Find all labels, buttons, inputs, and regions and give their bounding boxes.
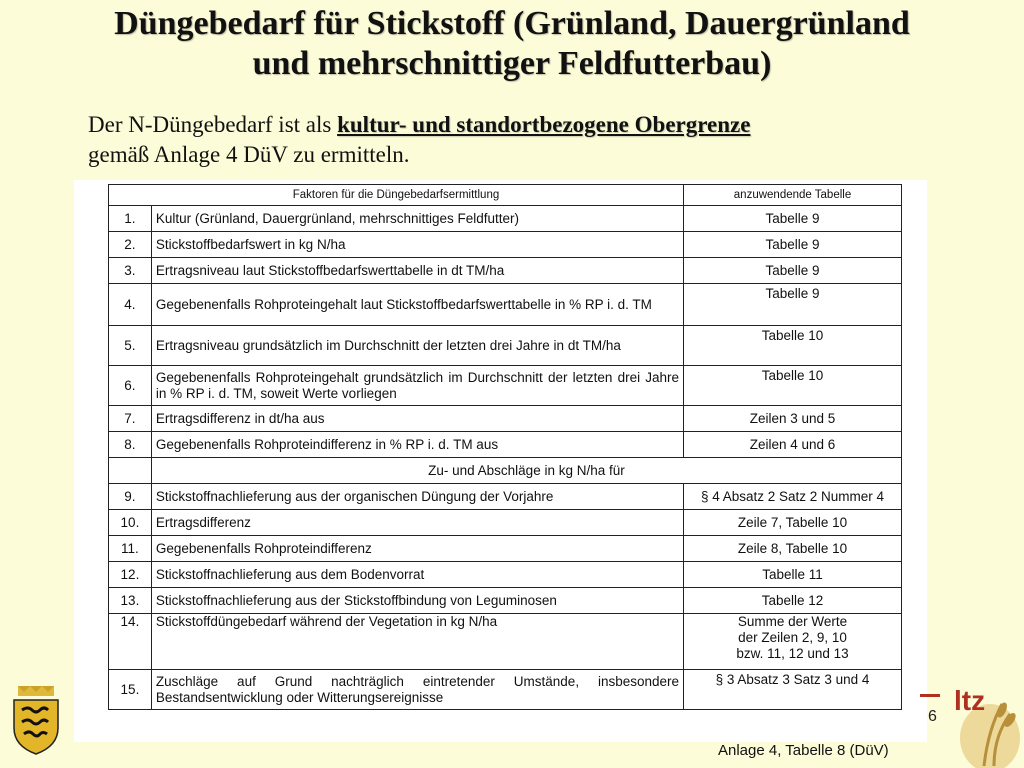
row-table-ref: Tabelle 12	[684, 588, 902, 614]
row-factor: Ertragsdifferenz	[151, 510, 683, 536]
table-row	[109, 406, 902, 432]
ltz-logo	[944, 680, 1024, 768]
row-table-ref: Tabelle 9	[684, 206, 902, 232]
row-table-ref: Zeile 7, Tabelle 10	[684, 510, 902, 536]
row-number: 7.	[109, 406, 152, 432]
row-factor: Ertragsdifferenz in dt/ha aus	[151, 406, 683, 432]
table-header-row	[109, 185, 902, 206]
row-factor: Stickstoffnachlieferung aus dem Bodenvorrat	[151, 562, 683, 588]
table-panel	[74, 180, 927, 742]
row-number: 5.	[109, 326, 152, 366]
row-table-ref: Tabelle 9	[684, 258, 902, 284]
row-number: 8.	[109, 432, 152, 458]
subheader-empty-cell	[109, 458, 152, 484]
source-note: Anlage 4, Tabelle 8 (DüV)	[718, 742, 889, 759]
row-number: 15.	[109, 670, 152, 710]
row-factor: Gegebenenfalls Rohproteindifferenz	[151, 536, 683, 562]
header-factors: Faktoren für die Düngebedarfsermittlung	[109, 185, 684, 206]
row-factor: Ertragsniveau grundsätzlich im Durchschnitt der letzten drei Jahre in dt TM/ha	[151, 326, 683, 366]
row-table-ref: Tabelle 9	[684, 232, 902, 258]
state-coat-of-arms-logo	[8, 684, 64, 756]
row-table-ref: § 3 Absatz 3 Satz 3 und 4	[684, 670, 902, 710]
row-table-ref	[684, 614, 902, 670]
row-factor: Kultur (Grünland, Dauergrünland, mehrschnittiges Feldfutter)	[151, 206, 683, 232]
row-factor: Gegebenenfalls Rohproteingehalt grundsätzlich im Durchschnitt der letzten drei Jahre in % RP i. d. TM, soweit Werte vorliegen	[151, 366, 683, 406]
row-number: 12.	[109, 562, 152, 588]
row-table-ref-line: bzw. 11, 12 und 13	[736, 646, 849, 661]
intro-text	[88, 110, 948, 170]
slide-title	[0, 4, 1024, 84]
table-row	[109, 588, 902, 614]
row-table-ref: Zeilen 4 und 6	[684, 432, 902, 458]
row-number: 2.	[109, 232, 152, 258]
row-table-ref: Tabelle 9	[684, 284, 902, 326]
row-factor: Gegebenenfalls Rohproteingehalt laut Stickstoffbedarfswerttabelle in % RP i. d. TM	[151, 284, 683, 326]
row-factor: Stickstoffnachlieferung aus der Stickstoffbindung von Leguminosen	[151, 588, 683, 614]
table-row	[109, 326, 902, 366]
table-row	[109, 484, 902, 510]
row-number: 4.	[109, 284, 152, 326]
table-row	[109, 614, 902, 670]
table-row	[109, 670, 902, 710]
table-row	[109, 366, 902, 406]
table-row	[109, 232, 902, 258]
table-row	[109, 284, 902, 326]
row-number: 14.	[109, 614, 152, 670]
row-number: 10.	[109, 510, 152, 536]
row-number: 6.	[109, 366, 152, 406]
row-number: 3.	[109, 258, 152, 284]
slide-title-line-2: und mehrschnittiger Feldfutterbau)	[252, 45, 772, 82]
row-factor: Stickstoffbedarfswert in kg N/ha	[151, 232, 683, 258]
row-number: 1.	[109, 206, 152, 232]
table-row	[109, 536, 902, 562]
row-table-ref: § 4 Absatz 2 Satz 2 Nummer 4	[684, 484, 902, 510]
row-table-ref-line: Summe der Werte	[737, 614, 848, 629]
row-factor: Stickstoffnachlieferung aus der organischen Düngung der Vorjahre	[151, 484, 683, 510]
row-table-ref: Tabelle 10	[684, 366, 902, 406]
header-table: anzuwendende Tabelle	[684, 185, 902, 206]
row-table-ref: Zeile 8, Tabelle 10	[684, 536, 902, 562]
ltz-logo-text: ltz	[954, 685, 986, 716]
row-factor: Ertragsniveau laut Stickstoffbedarfswerttabelle in dt TM/ha	[151, 258, 683, 284]
row-number: 13.	[109, 588, 152, 614]
factors-table	[108, 184, 902, 710]
row-table-ref-line: der Zeilen 2, 9, 10	[738, 630, 847, 645]
intro-line-2: gemäß Anlage 4 DüV zu ermitteln.	[88, 142, 410, 167]
intro-emphasis: kultur- und standortbezogene Obergrenze	[337, 112, 751, 137]
row-table-ref: Tabelle 11	[684, 562, 902, 588]
row-table-ref: Tabelle 10	[684, 326, 902, 366]
table-row	[109, 206, 902, 232]
row-factor: Stickstoffdüngebedarf während der Vegetation in kg N/ha	[151, 614, 683, 670]
table-subheader: Zu- und Abschläge in kg N/ha für	[151, 458, 901, 484]
table-row	[109, 510, 902, 536]
row-table-ref: Zeilen 3 und 5	[684, 406, 902, 432]
row-number: 11.	[109, 536, 152, 562]
table-row	[109, 562, 902, 588]
row-number: 9.	[109, 484, 152, 510]
page-number: 6	[928, 708, 937, 725]
table-row	[109, 432, 902, 458]
row-factor: Zuschläge auf Grund nachträglich eintretender Umstände, insbesondere Bestandsentwicklung oder Witterungsereignisse	[151, 670, 683, 710]
slide-title-line-1: Düngebedarf für Stickstoff (Grünland, Dauergrünland	[114, 5, 910, 42]
row-factor: Gegebenenfalls Rohproteindifferenz in % RP i. d. TM aus	[151, 432, 683, 458]
table-subheader-row	[109, 458, 902, 484]
table-row	[109, 258, 902, 284]
intro-prefix: Der N-Düngebedarf ist als	[88, 112, 338, 137]
ltz-accent-line	[920, 694, 940, 697]
